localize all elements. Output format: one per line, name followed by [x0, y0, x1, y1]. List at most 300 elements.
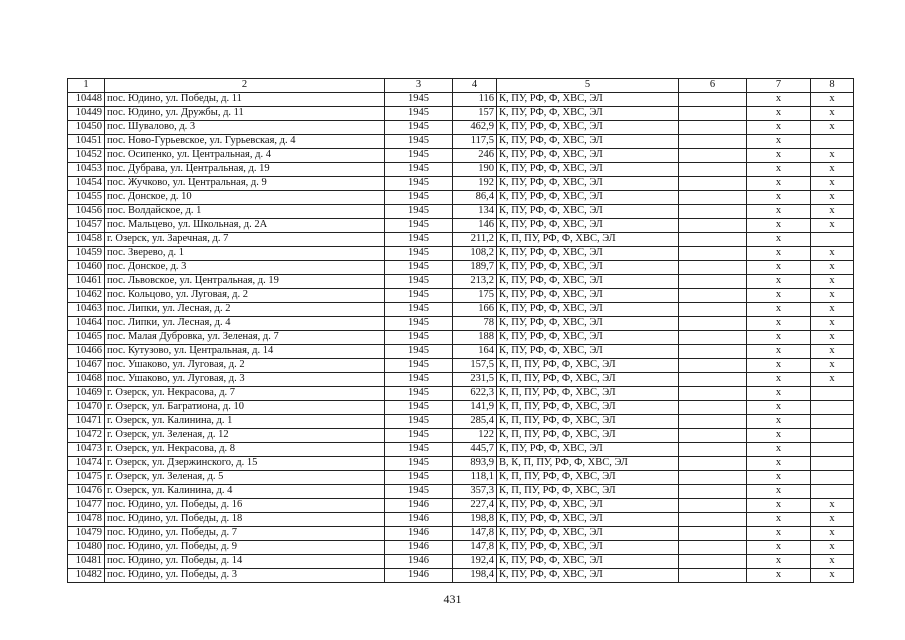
year-cell: 1946	[385, 527, 453, 541]
area-cell: 166	[453, 303, 497, 317]
area-cell: 211,2	[453, 233, 497, 247]
column-6-cell	[679, 499, 747, 513]
area-cell: 285,4	[453, 415, 497, 429]
area-cell: 622,3	[453, 387, 497, 401]
row-number-cell: 10481	[68, 555, 105, 569]
table-row	[68, 541, 854, 555]
table-row	[68, 289, 854, 303]
elements-cell: К, ПУ, РФ, Ф, ХВС, ЭЛ	[497, 163, 679, 177]
table-row	[68, 317, 854, 331]
column-6-cell	[679, 429, 747, 443]
elements-cell: К, П, ПУ, РФ, Ф, ХВС, ЭЛ	[497, 485, 679, 499]
column-7-cell: х	[747, 569, 811, 583]
column-8-cell: х	[811, 93, 854, 107]
column-8-cell: х	[811, 205, 854, 219]
table-row	[68, 555, 854, 569]
row-number-cell: 10476	[68, 485, 105, 499]
elements-cell: К, П, ПУ, РФ, Ф, ХВС, ЭЛ	[497, 401, 679, 415]
column-7-cell: х	[747, 457, 811, 471]
elements-cell: К, ПУ, РФ, Ф, ХВС, ЭЛ	[497, 317, 679, 331]
column-8-cell: х	[811, 261, 854, 275]
column-6-cell	[679, 331, 747, 345]
row-number-cell: 10462	[68, 289, 105, 303]
year-cell: 1945	[385, 457, 453, 471]
column-8-cell	[811, 429, 854, 443]
column-6-cell	[679, 527, 747, 541]
column-7-cell: х	[747, 401, 811, 415]
column-7-cell: х	[747, 191, 811, 205]
area-cell: 189,7	[453, 261, 497, 275]
address-cell: пос. Жучково, ул. Центральная, д. 9	[105, 177, 385, 191]
elements-cell: К, ПУ, РФ, Ф, ХВС, ЭЛ	[497, 513, 679, 527]
column-7-cell: х	[747, 121, 811, 135]
column-7-cell: х	[747, 499, 811, 513]
column-6-cell	[679, 555, 747, 569]
column-6-cell	[679, 93, 747, 107]
table-row	[68, 415, 854, 429]
column-8-cell: х	[811, 275, 854, 289]
elements-cell: К, П, ПУ, РФ, Ф, ХВС, ЭЛ	[497, 429, 679, 443]
elements-cell: В, К, П, ПУ, РФ, Ф, ХВС, ЭЛ	[497, 457, 679, 471]
elements-cell: К, ПУ, РФ, Ф, ХВС, ЭЛ	[497, 107, 679, 121]
row-number-cell: 10454	[68, 177, 105, 191]
address-cell: г. Озерск, ул. Зеленая, д. 12	[105, 429, 385, 443]
elements-cell: К, ПУ, РФ, Ф, ХВС, ЭЛ	[497, 275, 679, 289]
elements-cell: К, ПУ, РФ, Ф, ХВС, ЭЛ	[497, 569, 679, 583]
row-number-cell: 10468	[68, 373, 105, 387]
elements-cell: К, П, ПУ, РФ, Ф, ХВС, ЭЛ	[497, 387, 679, 401]
column-8-cell	[811, 233, 854, 247]
area-cell: 86,4	[453, 191, 497, 205]
year-cell: 1945	[385, 149, 453, 163]
row-number-cell: 10463	[68, 303, 105, 317]
year-cell: 1945	[385, 331, 453, 345]
year-cell: 1945	[385, 485, 453, 499]
elements-cell: К, ПУ, РФ, Ф, ХВС, ЭЛ	[497, 93, 679, 107]
year-cell: 1945	[385, 93, 453, 107]
address-cell: пос. Юдино, ул. Дружбы, д. 11	[105, 107, 385, 121]
column-6-cell	[679, 233, 747, 247]
address-cell: г. Озерск, ул. Багратиона, д. 10	[105, 401, 385, 415]
elements-cell: К, П, ПУ, РФ, Ф, ХВС, ЭЛ	[497, 359, 679, 373]
table-row	[68, 261, 854, 275]
elements-cell: К, ПУ, РФ, Ф, ХВС, ЭЛ	[497, 219, 679, 233]
table-row	[68, 205, 854, 219]
column-7-cell: х	[747, 485, 811, 499]
elements-cell: К, ПУ, РФ, Ф, ХВС, ЭЛ	[497, 499, 679, 513]
area-cell: 198,8	[453, 513, 497, 527]
table-row	[68, 499, 854, 513]
column-6-cell	[679, 387, 747, 401]
year-cell: 1945	[385, 261, 453, 275]
column-7-cell: х	[747, 317, 811, 331]
column-header: 5	[497, 79, 679, 93]
elements-cell: К, ПУ, РФ, Ф, ХВС, ЭЛ	[497, 247, 679, 261]
column-8-cell: х	[811, 177, 854, 191]
address-cell: пос. Юдино, ул. Победы, д. 16	[105, 499, 385, 513]
row-number-cell: 10480	[68, 541, 105, 555]
column-header: 6	[679, 79, 747, 93]
column-8-cell	[811, 401, 854, 415]
column-6-cell	[679, 163, 747, 177]
column-7-cell: х	[747, 149, 811, 163]
column-7-cell: х	[747, 177, 811, 191]
address-cell: пос. Кольцово, ул. Луговая, д. 2	[105, 289, 385, 303]
column-8-cell: х	[811, 289, 854, 303]
table-row	[68, 191, 854, 205]
table-row	[68, 387, 854, 401]
table-row	[68, 359, 854, 373]
area-cell: 118,1	[453, 471, 497, 485]
area-cell: 445,7	[453, 443, 497, 457]
column-7-cell: х	[747, 261, 811, 275]
column-8-cell	[811, 485, 854, 499]
column-8-cell: х	[811, 191, 854, 205]
area-cell: 190	[453, 163, 497, 177]
column-8-cell: х	[811, 359, 854, 373]
column-header: 7	[747, 79, 811, 93]
table-row	[68, 429, 854, 443]
column-7-cell: х	[747, 555, 811, 569]
column-8-cell: х	[811, 121, 854, 135]
column-8-cell	[811, 415, 854, 429]
column-6-cell	[679, 373, 747, 387]
column-6-cell	[679, 401, 747, 415]
address-cell: г. Озерск, ул. Некрасова, д. 7	[105, 387, 385, 401]
column-6-cell	[679, 289, 747, 303]
table-row	[68, 177, 854, 191]
column-6-cell	[679, 219, 747, 233]
row-number-cell: 10450	[68, 121, 105, 135]
area-cell: 141,9	[453, 401, 497, 415]
row-number-cell: 10448	[68, 93, 105, 107]
area-cell: 192,4	[453, 555, 497, 569]
column-8-cell: х	[811, 219, 854, 233]
row-number-cell: 10470	[68, 401, 105, 415]
column-header: 4	[453, 79, 497, 93]
elements-cell: К, ПУ, РФ, Ф, ХВС, ЭЛ	[497, 261, 679, 275]
area-cell: 116	[453, 93, 497, 107]
address-cell: г. Озерск, ул. Дзержинского, д. 15	[105, 457, 385, 471]
column-7-cell: х	[747, 93, 811, 107]
column-6-cell	[679, 415, 747, 429]
year-cell: 1945	[385, 163, 453, 177]
year-cell: 1945	[385, 289, 453, 303]
row-number-cell: 10478	[68, 513, 105, 527]
row-number-cell: 10482	[68, 569, 105, 583]
column-8-cell: х	[811, 569, 854, 583]
year-cell: 1945	[385, 177, 453, 191]
row-number-cell: 10453	[68, 163, 105, 177]
area-cell: 246	[453, 149, 497, 163]
area-cell: 157	[453, 107, 497, 121]
address-cell: пос. Донское, д. 3	[105, 261, 385, 275]
column-7-cell: х	[747, 331, 811, 345]
table-row	[68, 135, 854, 149]
address-cell: пос. Юдино, ул. Победы, д. 7	[105, 527, 385, 541]
year-cell: 1945	[385, 471, 453, 485]
area-cell: 108,2	[453, 247, 497, 261]
year-cell: 1945	[385, 359, 453, 373]
row-number-cell: 10475	[68, 471, 105, 485]
column-8-cell: х	[811, 513, 854, 527]
year-cell: 1945	[385, 191, 453, 205]
column-6-cell	[679, 303, 747, 317]
column-8-cell: х	[811, 499, 854, 513]
elements-cell: К, ПУ, РФ, Ф, ХВС, ЭЛ	[497, 205, 679, 219]
elements-cell: К, ПУ, РФ, Ф, ХВС, ЭЛ	[497, 191, 679, 205]
address-cell: пос. Донское, д. 10	[105, 191, 385, 205]
table-header-row	[68, 79, 854, 93]
elements-cell: К, ПУ, РФ, Ф, ХВС, ЭЛ	[497, 177, 679, 191]
address-cell: пос. Шувалово, д. 3	[105, 121, 385, 135]
column-8-cell: х	[811, 345, 854, 359]
year-cell: 1945	[385, 317, 453, 331]
area-cell: 147,8	[453, 527, 497, 541]
address-cell: пос. Юдино, ул. Победы, д. 11	[105, 93, 385, 107]
column-8-cell: х	[811, 555, 854, 569]
column-7-cell: х	[747, 527, 811, 541]
year-cell: 1945	[385, 429, 453, 443]
year-cell: 1945	[385, 373, 453, 387]
elements-cell: К, П, ПУ, РФ, Ф, ХВС, ЭЛ	[497, 373, 679, 387]
column-7-cell: х	[747, 247, 811, 261]
column-8-cell: х	[811, 303, 854, 317]
column-6-cell	[679, 317, 747, 331]
table-row	[68, 485, 854, 499]
column-8-cell	[811, 471, 854, 485]
column-7-cell: х	[747, 289, 811, 303]
table-row	[68, 233, 854, 247]
column-7-cell: х	[747, 205, 811, 219]
year-cell: 1945	[385, 107, 453, 121]
row-number-cell: 10473	[68, 443, 105, 457]
year-cell: 1945	[385, 401, 453, 415]
year-cell: 1945	[385, 415, 453, 429]
elements-cell: К, ПУ, РФ, Ф, ХВС, ЭЛ	[497, 555, 679, 569]
elements-cell: К, ПУ, РФ, Ф, ХВС, ЭЛ	[497, 149, 679, 163]
column-6-cell	[679, 569, 747, 583]
address-cell: пос. Ушаково, ул. Луговая, д. 3	[105, 373, 385, 387]
elements-cell: К, ПУ, РФ, Ф, ХВС, ЭЛ	[497, 541, 679, 555]
column-6-cell	[679, 485, 747, 499]
year-cell: 1945	[385, 443, 453, 457]
row-number-cell: 10472	[68, 429, 105, 443]
table-row	[68, 457, 854, 471]
column-8-cell: х	[811, 163, 854, 177]
column-8-cell	[811, 443, 854, 457]
row-number-cell: 10469	[68, 387, 105, 401]
area-cell: 147,8	[453, 541, 497, 555]
address-cell: пос. Мальцево, ул. Школьная, д. 2А	[105, 219, 385, 233]
column-7-cell: х	[747, 429, 811, 443]
address-cell: пос. Кутузово, ул. Центральная, д. 14	[105, 345, 385, 359]
elements-cell: К, ПУ, РФ, Ф, ХВС, ЭЛ	[497, 135, 679, 149]
table-row	[68, 345, 854, 359]
table-row	[68, 513, 854, 527]
column-7-cell: х	[747, 541, 811, 555]
year-cell: 1946	[385, 513, 453, 527]
column-6-cell	[679, 107, 747, 121]
address-cell: пос. Липки, ул. Лесная, д. 4	[105, 317, 385, 331]
year-cell: 1945	[385, 233, 453, 247]
page-number: 431	[443, 592, 462, 606]
area-cell: 893,9	[453, 457, 497, 471]
address-cell: г. Озерск, ул. Некрасова, д. 8	[105, 443, 385, 457]
address-cell: г. Озерск, ул. Калинина, д. 4	[105, 485, 385, 499]
row-number-cell: 10474	[68, 457, 105, 471]
address-cell: пос. Осипенко, ул. Центральная, д. 4	[105, 149, 385, 163]
elements-cell: К, П, ПУ, РФ, Ф, ХВС, ЭЛ	[497, 415, 679, 429]
row-number-cell: 10460	[68, 261, 105, 275]
row-number-cell: 10452	[68, 149, 105, 163]
area-cell: 462,9	[453, 121, 497, 135]
table-row	[68, 121, 854, 135]
address-cell: пос. Львовское, ул. Центральная, д. 19	[105, 275, 385, 289]
area-cell: 122	[453, 429, 497, 443]
column-6-cell	[679, 471, 747, 485]
column-7-cell: х	[747, 135, 811, 149]
table-row	[68, 149, 854, 163]
column-7-cell: х	[747, 219, 811, 233]
elements-cell: К, ПУ, РФ, Ф, ХВС, ЭЛ	[497, 443, 679, 457]
address-cell: пос. Юдино, ул. Победы, д. 3	[105, 569, 385, 583]
year-cell: 1946	[385, 499, 453, 513]
column-7-cell: х	[747, 373, 811, 387]
area-cell: 134	[453, 205, 497, 219]
column-header: 2	[105, 79, 385, 93]
column-6-cell	[679, 191, 747, 205]
table-row	[68, 303, 854, 317]
column-8-cell: х	[811, 373, 854, 387]
row-number-cell: 10456	[68, 205, 105, 219]
row-number-cell: 10457	[68, 219, 105, 233]
column-8-cell: х	[811, 107, 854, 121]
elements-cell: К, П, ПУ, РФ, Ф, ХВС, ЭЛ	[497, 233, 679, 247]
column-header: 1	[68, 79, 105, 93]
address-cell: пос. Юдино, ул. Победы, д. 18	[105, 513, 385, 527]
area-cell: 198,4	[453, 569, 497, 583]
row-number-cell: 10467	[68, 359, 105, 373]
row-number-cell: 10465	[68, 331, 105, 345]
table-row	[68, 471, 854, 485]
year-cell: 1945	[385, 205, 453, 219]
area-cell: 175	[453, 289, 497, 303]
area-cell: 213,2	[453, 275, 497, 289]
elements-cell: К, П, ПУ, РФ, Ф, ХВС, ЭЛ	[497, 471, 679, 485]
row-number-cell: 10451	[68, 135, 105, 149]
elements-cell: К, ПУ, РФ, Ф, ХВС, ЭЛ	[497, 345, 679, 359]
column-8-cell: х	[811, 331, 854, 345]
column-7-cell: х	[747, 415, 811, 429]
column-6-cell	[679, 457, 747, 471]
column-7-cell: х	[747, 163, 811, 177]
address-cell: пос. Юдино, ул. Победы, д. 14	[105, 555, 385, 569]
address-cell: пос. Дубрава, ул. Центральная, д. 19	[105, 163, 385, 177]
column-7-cell: х	[747, 443, 811, 457]
address-cell: пос. Малая Дубровка, ул. Зеленая, д. 7	[105, 331, 385, 345]
column-6-cell	[679, 541, 747, 555]
year-cell: 1946	[385, 555, 453, 569]
table-body	[68, 93, 854, 583]
column-6-cell	[679, 443, 747, 457]
column-7-cell: х	[747, 303, 811, 317]
address-cell: г. Озерск, ул. Зеленая, д. 5	[105, 471, 385, 485]
column-7-cell: х	[747, 107, 811, 121]
area-cell: 357,3	[453, 485, 497, 499]
table-row	[68, 527, 854, 541]
column-6-cell	[679, 135, 747, 149]
column-6-cell	[679, 149, 747, 163]
year-cell: 1945	[385, 219, 453, 233]
column-6-cell	[679, 513, 747, 527]
column-8-cell	[811, 135, 854, 149]
year-cell: 1945	[385, 387, 453, 401]
column-8-cell	[811, 457, 854, 471]
area-cell: 192	[453, 177, 497, 191]
table-row	[68, 401, 854, 415]
row-number-cell: 10458	[68, 233, 105, 247]
area-cell: 146	[453, 219, 497, 233]
address-cell: пос. Волдайское, д. 1	[105, 205, 385, 219]
year-cell: 1945	[385, 303, 453, 317]
column-6-cell	[679, 205, 747, 219]
column-6-cell	[679, 177, 747, 191]
address-cell: пос. Юдино, ул. Победы, д. 9	[105, 541, 385, 555]
year-cell: 1945	[385, 247, 453, 261]
table-row	[68, 219, 854, 233]
area-cell: 117,5	[453, 135, 497, 149]
elements-cell: К, ПУ, РФ, Ф, ХВС, ЭЛ	[497, 527, 679, 541]
column-7-cell: х	[747, 359, 811, 373]
column-8-cell: х	[811, 527, 854, 541]
elements-cell: К, ПУ, РФ, Ф, ХВС, ЭЛ	[497, 303, 679, 317]
table-row	[68, 569, 854, 583]
column-6-cell	[679, 121, 747, 135]
address-cell: пос. Зверево, д. 1	[105, 247, 385, 261]
column-8-cell: х	[811, 317, 854, 331]
column-6-cell	[679, 247, 747, 261]
column-6-cell	[679, 359, 747, 373]
address-cell: пос. Ново-Гурьевское, ул. Гурьевская, д. 4	[105, 135, 385, 149]
column-7-cell: х	[747, 513, 811, 527]
row-number-cell: 10455	[68, 191, 105, 205]
area-cell: 188	[453, 331, 497, 345]
table-row	[68, 107, 854, 121]
area-cell: 164	[453, 345, 497, 359]
column-7-cell: х	[747, 387, 811, 401]
elements-cell: К, ПУ, РФ, Ф, ХВС, ЭЛ	[497, 289, 679, 303]
column-7-cell: х	[747, 275, 811, 289]
elements-cell: К, ПУ, РФ, Ф, ХВС, ЭЛ	[497, 331, 679, 345]
column-8-cell: х	[811, 541, 854, 555]
row-number-cell: 10471	[68, 415, 105, 429]
row-number-cell: 10461	[68, 275, 105, 289]
column-8-cell: х	[811, 247, 854, 261]
column-header: 8	[811, 79, 854, 93]
column-6-cell	[679, 345, 747, 359]
table-row	[68, 247, 854, 261]
row-number-cell: 10459	[68, 247, 105, 261]
column-7-cell: х	[747, 233, 811, 247]
area-cell: 231,5	[453, 373, 497, 387]
year-cell: 1945	[385, 345, 453, 359]
elements-cell: К, ПУ, РФ, Ф, ХВС, ЭЛ	[497, 121, 679, 135]
table-row	[68, 163, 854, 177]
row-number-cell: 10464	[68, 317, 105, 331]
year-cell: 1945	[385, 275, 453, 289]
year-cell: 1945	[385, 121, 453, 135]
